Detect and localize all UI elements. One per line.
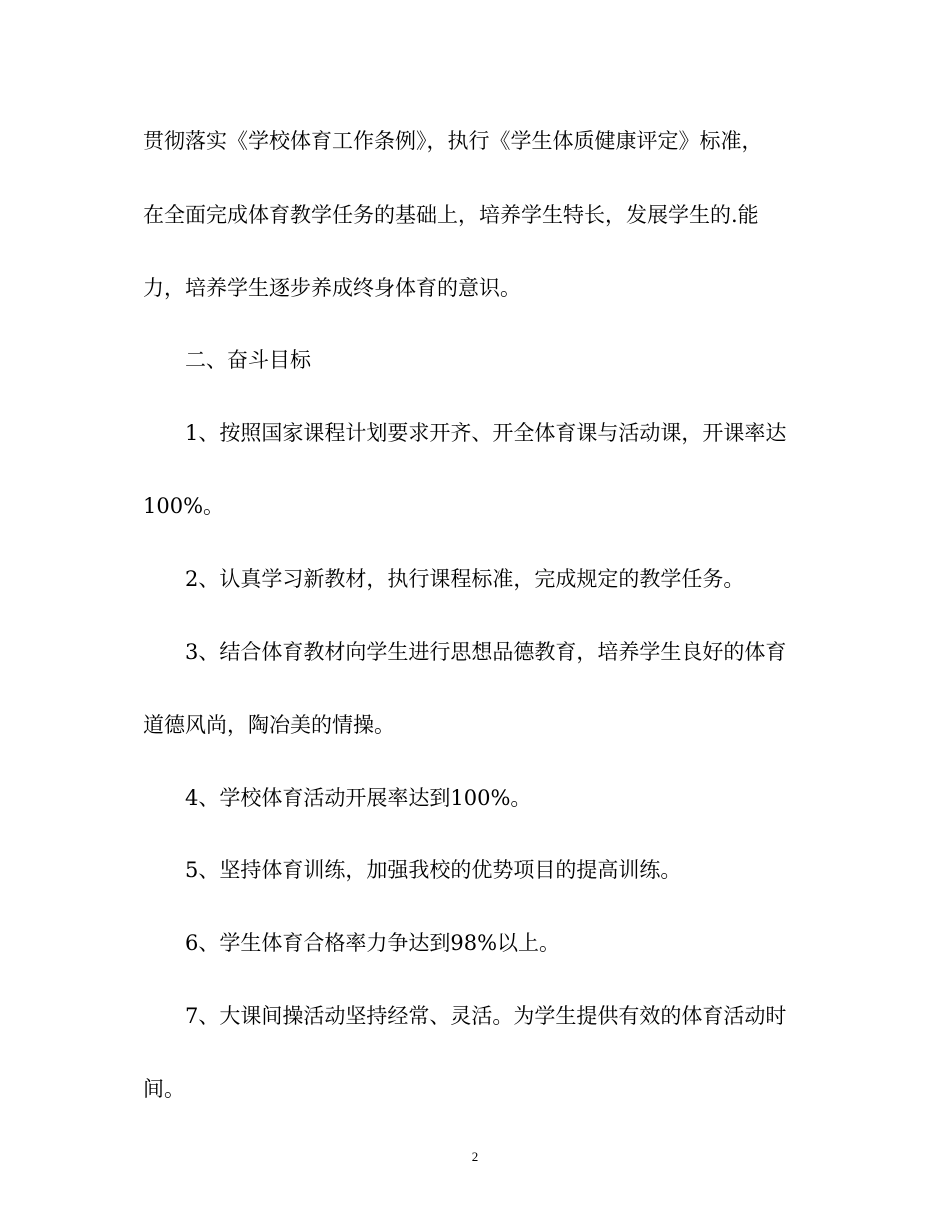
list-item-line: 3、结合体育教材向学生进行思想品德教育，培养学生良好的体育	[185, 640, 787, 664]
list-item-line: 7、大课间操活动坚持经常、灵活。为学生提供有效的体育活动时	[185, 1004, 787, 1028]
list-item-line: 6、学生体育合格率力争达到98%以上。	[185, 931, 561, 955]
body-text-line: 力，培养学生逐步养成终身体育的意识。	[143, 276, 521, 300]
section-heading: 二、奋斗目标	[185, 348, 311, 372]
list-item-line: 间。	[143, 1077, 185, 1101]
list-item-line: 5、坚持体育训练，加强我校的优势项目的提高训练。	[185, 858, 682, 882]
list-item-line: 4、学校体育活动开展率达到100%。	[185, 786, 532, 810]
list-item-line: 2、认真学习新教材，执行课程标准，完成规定的教学任务。	[185, 567, 745, 591]
list-item-line: 道德风尚，陶冶美的情操。	[143, 713, 395, 737]
body-text-line: 贯彻落实《学校体育工作条例》，执行《学生体质健康评定》标准，	[143, 129, 763, 153]
page-number: 2	[471, 1149, 479, 1164]
list-item-line: 100%。	[143, 494, 225, 518]
list-item-line: 1、按照国家课程计划要求开齐、开全体育课与活动课，开课率达	[185, 421, 787, 445]
body-text-line: 在全面完成体育教学任务的基础上，培养学生特长，发展学生的.能	[143, 203, 759, 227]
